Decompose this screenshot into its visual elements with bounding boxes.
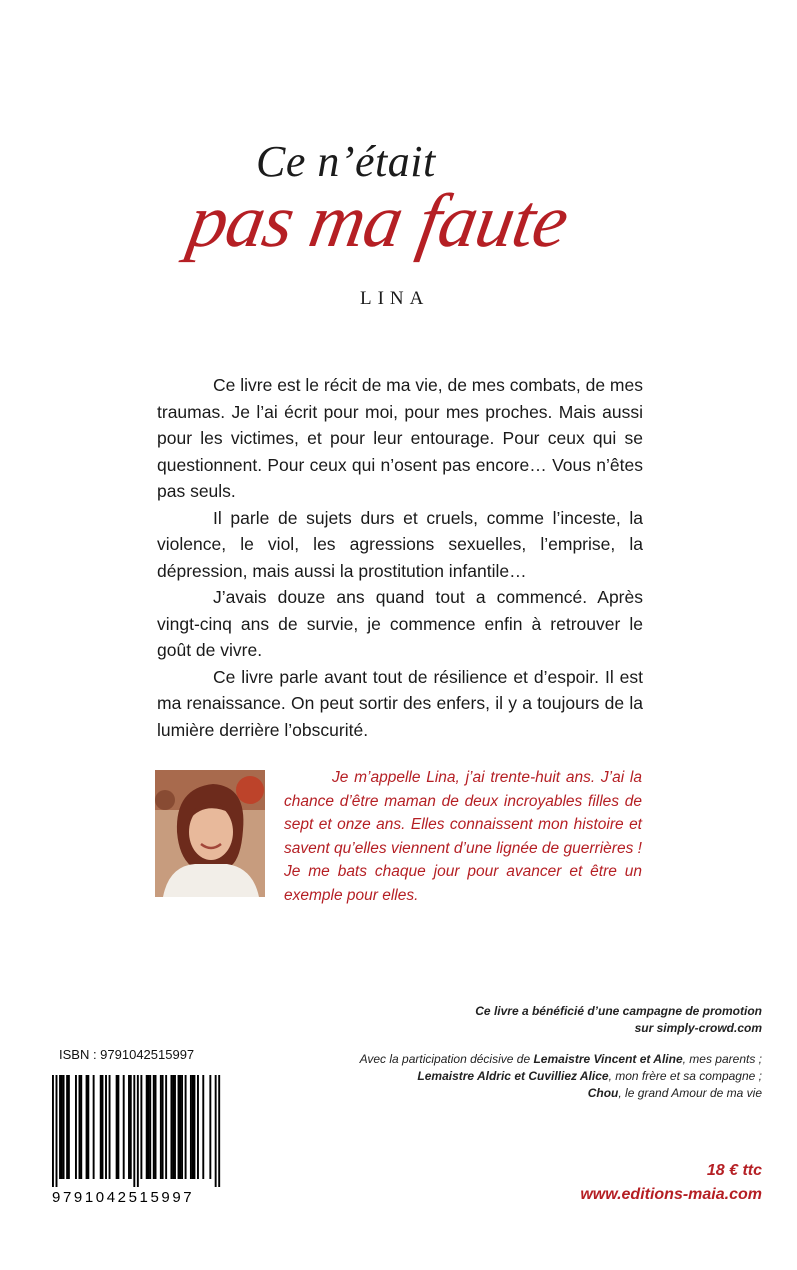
barcode-bar <box>192 1075 194 1179</box>
barcode-bar <box>190 1075 192 1179</box>
title-line-1: Ce n’était <box>256 137 436 186</box>
isbn-label: ISBN : 9791042515997 <box>59 1047 195 1062</box>
barcode-bar <box>61 1075 63 1179</box>
barcode-bar <box>197 1075 199 1179</box>
author-photo <box>155 770 265 897</box>
barcode-bar <box>117 1075 119 1179</box>
acknowledgement-line <box>360 1051 762 1068</box>
back-cover-blurb <box>157 372 643 743</box>
ack-names: Lemaistre Aldric et Cuvilliez Alice <box>417 1069 609 1083</box>
barcode-bar <box>146 1075 148 1179</box>
barcode-bar <box>80 1075 82 1179</box>
ack-suffix: , le grand Amour de ma vie <box>618 1086 762 1100</box>
barcode-bar <box>116 1075 118 1179</box>
barcode-bar <box>153 1075 155 1179</box>
barcode-bar <box>218 1075 220 1187</box>
barcode-bar <box>63 1075 65 1179</box>
promotion-note <box>475 1003 762 1037</box>
ack-suffix: , mes parents ; <box>682 1052 762 1066</box>
barcode-bar <box>86 1075 88 1179</box>
title-line-2: pas ma faute <box>182 179 574 263</box>
barcode-bar <box>123 1075 125 1179</box>
barcode-bar <box>193 1075 195 1179</box>
barcode-bar <box>179 1075 181 1179</box>
barcode-bar <box>181 1075 183 1179</box>
barcode-bar <box>162 1075 164 1179</box>
barcode-bar <box>87 1075 89 1179</box>
price: 18 € ttc <box>706 1162 762 1179</box>
promotion-line: Ce livre a bénéficié d’une campagne de promotion <box>475 1004 762 1018</box>
blurb-paragraph: Ce livre parle avant tout de résilience et d’espoir. Il est ma renaissance. On peut sortir des enfers, il y a toujours de la lumière derrière l’obscurité. <box>157 666 643 740</box>
barcode-bar <box>185 1075 187 1179</box>
acknowledgements <box>360 1051 762 1102</box>
barcode-bar <box>133 1075 135 1187</box>
barcode-bar <box>202 1075 204 1179</box>
promotion-line: sur simply-crowd.com <box>634 1021 762 1035</box>
barcode-bar <box>174 1075 176 1179</box>
barcode-bar <box>178 1075 180 1179</box>
barcode-bar <box>147 1075 149 1179</box>
barcode-bar <box>52 1075 54 1187</box>
barcode-bar <box>172 1075 174 1179</box>
barcode-bar <box>149 1075 151 1179</box>
publisher-website: www.editions-maia.com <box>580 1186 762 1203</box>
acknowledgement-line <box>360 1085 762 1102</box>
barcode-bar <box>59 1075 61 1179</box>
barcode-bar <box>105 1075 107 1179</box>
barcode-bar <box>165 1075 167 1179</box>
barcode-bar <box>75 1075 77 1179</box>
barcode-bar <box>160 1075 162 1179</box>
author-name: LINA <box>360 288 430 309</box>
author-bio: Je m’appelle Lina, j’ai trente-huit ans. J’ai la chance d’être maman de deux incroyables filles de sept et onze ans. Elles connaissent mon histoire et savent qu’elles viennent d’une lignée de guerrières ! Je me bats chaque jour pour avancer et être un exemple pour elles. <box>284 769 642 904</box>
ack-suffix: , mon frère et sa compagne ; <box>608 1069 762 1083</box>
blurb-paragraph: J’avais douze ans quand tout a commencé. Après vingt-cinq ans de survie, je commence enfin à retrouver le goût de vivre. <box>157 587 643 660</box>
isbn-barcode <box>52 1075 222 1205</box>
barcode-bar <box>79 1075 81 1179</box>
barcode-bar <box>93 1075 95 1179</box>
barcode-bar <box>137 1075 139 1187</box>
barcode-bar <box>215 1075 217 1187</box>
barcode-bar <box>170 1075 172 1179</box>
barcode-bar <box>128 1075 130 1179</box>
blurb-paragraph: Il parle de sujets durs et cruels, comme l’inceste, la violence, le viol, les agressions sexuelles, l’emprise, la dépression, mais aussi la prostitution infantile… <box>157 507 643 581</box>
barcode-bar <box>130 1075 132 1179</box>
barcode-bar <box>100 1075 102 1179</box>
author-portrait-illustration <box>155 770 265 897</box>
blurb-paragraph: Ce livre est le récit de ma vie, de mes combats, de mes traumas. Je l’ai écrit pour moi, pour mes proches. Mais aussi pour les victimes, et pour leur entourage. Pour ceux qui se questionnent. Pour ceux qui n’osent pas encore… Vous n’êtes pas seuls. <box>157 375 643 501</box>
barcode-bar <box>109 1075 111 1179</box>
barcode-digits: 9791042515997 <box>52 1189 195 1205</box>
ack-prefix: Avec la participation décisive de <box>359 1052 534 1066</box>
barcode-bar <box>56 1075 58 1187</box>
acknowledgement-line <box>360 1068 762 1085</box>
ack-names: Chou <box>587 1086 619 1100</box>
barcode-bar <box>102 1075 104 1179</box>
ack-names: Lemaistre Vincent et Aline <box>533 1052 683 1066</box>
barcode-bar <box>209 1075 211 1179</box>
barcode-bar <box>155 1075 157 1179</box>
barcode-bar <box>140 1075 142 1179</box>
barcode-bar <box>68 1075 70 1179</box>
barcode-bar <box>66 1075 68 1179</box>
